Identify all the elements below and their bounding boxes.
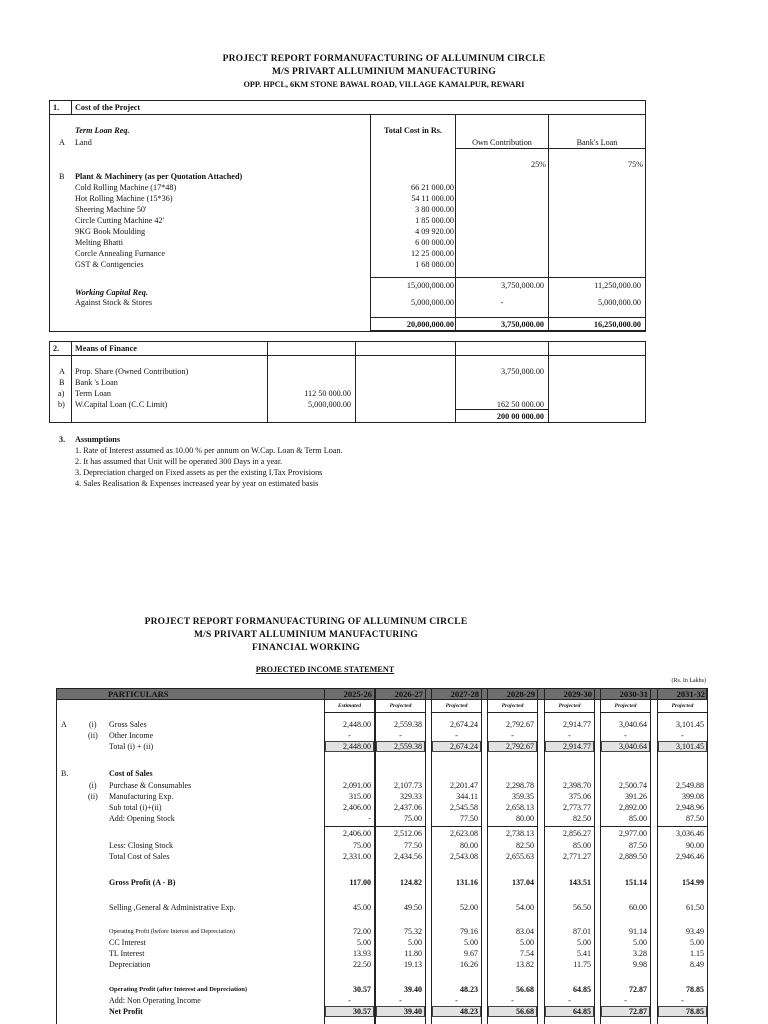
net-profit-label: Net Profit — [109, 1007, 143, 1016]
income-cell-net-profit: 78.85 — [686, 1006, 704, 1016]
income-cell-subtotal: 2,948.96 — [676, 803, 704, 812]
income-cell-op-before: 91.14 — [629, 927, 647, 936]
income-cell-dep: 13.82 — [516, 960, 534, 969]
machinery-item: Sheering Machine 50' — [75, 205, 147, 214]
year-type: Projected — [389, 703, 412, 709]
finance-row-b-label: Bank 's Loan — [75, 378, 118, 387]
income-cell-gross-profit: 151.14 — [625, 878, 647, 887]
grand-own: 3,750,000.00 — [501, 320, 544, 329]
year-header: 2029-30 — [563, 689, 592, 699]
report2-company-name: M/S PRIVART ALLUMINIUM MANUFACTURING — [193, 630, 419, 640]
income-cell-op-before: 83.04 — [516, 927, 534, 936]
assumption-item: 4. Sales Realisation & Expenses increased year by year on estimated basis — [75, 479, 319, 488]
assumptions-heading: Assumptions — [75, 435, 121, 444]
income-cell-op-before: 72.00 — [353, 927, 371, 936]
year-header: 2025-26 — [343, 689, 372, 699]
income-cell-net-profit: 56.68 — [516, 1006, 534, 1016]
income-cell-total-cost: 2,543.08 — [450, 852, 478, 861]
mfg-idx: (ii) — [88, 792, 98, 801]
income-cell-purchase: 2,549.88 — [676, 781, 704, 790]
gross-sales-idx: (i) — [89, 720, 97, 729]
machinery-amount: 12 25 000.00 — [411, 249, 454, 258]
income-cell-purchase: 2,500.74 — [619, 781, 647, 790]
income-cell-purchase: 2,398.70 — [563, 781, 591, 790]
income-cell-net-profit: 48.23 — [460, 1006, 478, 1016]
income-cell-tl: 1.15 — [690, 949, 704, 958]
income-cell-closing: 90.00 — [686, 841, 704, 850]
stock-total: 5,000,000.00 — [411, 298, 454, 307]
mfg-label: Manufacturing Exp. — [109, 792, 174, 801]
op-after-label: Operating Profit (after Interest and Depreciation) — [109, 986, 247, 993]
income-cell-op-after: 39.40 — [404, 985, 422, 994]
plant-machinery-heading: Plant & Machinery (as per Quotation Attached) — [75, 172, 243, 181]
subtotal-divider — [545, 826, 594, 827]
finance-row-ba-value: 112 50 000.00 — [304, 389, 351, 398]
income-cell-total-cost: 2,655.63 — [506, 852, 534, 861]
total-income-label: Total (i) + (ii) — [109, 742, 154, 751]
income-cell-sga: 49.50 — [404, 903, 422, 912]
income-cell-after-opening: 2,738.13 — [506, 829, 534, 838]
income-cell-after-opening: 3,036.46 — [676, 829, 704, 838]
means-of-finance-table — [49, 341, 646, 423]
year-header: 2026-27 — [394, 689, 423, 699]
income-cell-gross-sales: 2,559.38 — [394, 720, 422, 729]
machinery-item: Cold Rolling Machine (17*48) — [75, 183, 177, 192]
year-type: Projected — [558, 703, 581, 709]
machinery-item: GST & Contigencies — [75, 260, 144, 269]
section-a-letter: A — [61, 720, 67, 729]
year-type: Projected — [671, 703, 694, 709]
income-cell-dep: 11.75 — [573, 960, 591, 969]
income-cell-op-before: 79.16 — [460, 927, 478, 936]
machinery-item: 9KG Book Moulding — [75, 227, 146, 236]
income-cell-other-income: - — [511, 731, 514, 740]
income-cell-total-income: 3,101.45 — [676, 741, 704, 751]
other-income-idx: (ii) — [88, 731, 98, 740]
machinery-bank: 11,250,000.00 — [594, 281, 641, 290]
income-cell-closing: 80.00 — [460, 841, 478, 850]
assumption-item: 3. Depreciation charged on Fixed assets as per the existing I.Tax Provisions — [75, 468, 323, 477]
income-cell-dep: 8.49 — [690, 960, 704, 969]
machinery-item: Melting Bhatti — [75, 238, 123, 247]
land-label: Land — [75, 138, 92, 147]
income-cell-op-after: 30.57 — [353, 985, 371, 994]
income-cell-after-opening: 2,406.00 — [343, 829, 371, 838]
income-cell-other-income: - — [568, 731, 571, 740]
income-cell-non-op: - — [568, 996, 571, 1005]
non-op-label: Add: Non Operating Income — [109, 996, 201, 1005]
income-cell-mfg: 359.35 — [512, 792, 534, 801]
column-divider — [707, 688, 708, 1024]
col-bank-header: Bank's Loan — [576, 138, 618, 147]
income-cell-mfg: 391.26 — [625, 792, 647, 801]
income-cell-opening: 77.50 — [460, 814, 478, 823]
income-cell-non-op: - — [624, 996, 627, 1005]
income-cell-subtotal: 2,406.00 — [343, 803, 371, 812]
finance-row-bb-value: 5,000,000.00 — [308, 400, 351, 409]
income-cell-subtotal: 2,437.06 — [394, 803, 422, 812]
machinery-amount: 4 09 920.00 — [415, 227, 454, 236]
income-cell-op-after: 56.68 — [516, 985, 534, 994]
finance-row-bb-label: W.Capital Loan (C.C Limit) — [75, 400, 168, 409]
header-divider — [601, 712, 650, 713]
section-b-letter: B. — [61, 769, 69, 778]
units-label: (Rs. In Lakhs) — [671, 678, 706, 684]
total-cost-label: Total Cost of Sales — [109, 852, 170, 861]
income-cell-total-income: 2,674.24 — [450, 741, 478, 751]
income-cell-cc: 5.00 — [408, 938, 422, 947]
year-type: Projected — [501, 703, 524, 709]
income-cell-sga: 60.00 — [629, 903, 647, 912]
income-cell-op-after: 78.85 — [686, 985, 704, 994]
income-cell-purchase: 2,107.73 — [394, 781, 422, 790]
income-cell-cc: 5.00 — [520, 938, 534, 947]
income-cell-other-income: - — [681, 731, 684, 740]
op-before-label: Operating Profit (before Interest and Depreciation) — [109, 928, 235, 935]
finance-section-number: 2. — [53, 344, 60, 353]
year-type: Estimated — [338, 703, 361, 709]
column-divider — [537, 688, 538, 1024]
income-cell-opening: 87.50 — [686, 814, 704, 823]
income-cell-after-opening: 2,623.08 — [450, 829, 478, 838]
income-cell-gross-profit: 117.00 — [349, 878, 371, 887]
col-own-header: Own Contribution — [472, 138, 532, 147]
income-cell-total-income: 2,914.77 — [563, 741, 591, 751]
income-cell-purchase: 2,201.47 — [450, 781, 478, 790]
income-cell-tl: 9.67 — [464, 949, 478, 958]
income-cell-closing: 75.00 — [353, 841, 371, 850]
subtotal-divider — [488, 826, 537, 827]
income-cell-sga: 45.00 — [353, 903, 371, 912]
income-cell-tl: 5.41 — [577, 949, 591, 958]
machinery-list — [75, 182, 176, 270]
column-divider — [481, 688, 482, 1024]
stock-own: - — [500, 298, 504, 307]
sga-label: Selling ,General & Administrative Exp. — [109, 903, 236, 912]
assumptions-list — [75, 445, 343, 489]
year-header: 2031-32 — [676, 689, 705, 699]
tl-interest-label: TL Interest — [109, 949, 145, 958]
company-address: OPP. HPCL, 6KM STONE BAWAL ROAD, VILLAGE KAMALPUR, REWARI — [243, 80, 525, 89]
opening-stock-label: Add: Opening Stock — [109, 814, 175, 823]
subtotal-divider — [432, 826, 481, 827]
subtotal-divider — [601, 826, 650, 827]
finance-bank-total: 162 50 000.00 — [496, 400, 544, 409]
income-cell-op-before: 93.49 — [686, 927, 704, 936]
column-divider — [650, 688, 651, 1024]
assumptions-number: 3. — [59, 435, 66, 444]
income-cell-gross-sales: 3,101.45 — [676, 720, 704, 729]
income-cell-total-cost: 2,946.46 — [676, 852, 704, 861]
income-cell-closing: 87.50 — [629, 841, 647, 850]
term-loan-label: Term Loan Req. — [75, 126, 130, 135]
finance-row-b-letter: B — [59, 378, 65, 387]
income-cell-total-cost: 2,331.00 — [343, 852, 371, 861]
finance-row-a-value: 3,750,000.00 — [501, 367, 544, 376]
machinery-item: Hot Rolling Machine (15*36) — [75, 194, 173, 203]
income-cell-tl: 11.80 — [404, 949, 422, 958]
finance-row-a-letter: A — [59, 367, 65, 376]
particulars-header: PARTICULARS — [108, 689, 169, 699]
closing-stock-label: Less: Closing Stock — [109, 841, 174, 850]
income-cell-dep: 16.26 — [460, 960, 478, 969]
income-cell-after-opening: 2,856.27 — [563, 829, 591, 838]
finance-grand-total: 200 00 000.00 — [496, 412, 544, 421]
income-cell-dep: 19.13 — [404, 960, 422, 969]
purchase-label: Purchase & Consumables — [109, 781, 192, 790]
cost-of-sales-label: Cost of Sales — [109, 769, 153, 778]
income-cell-other-income: - — [455, 731, 458, 740]
report-title: PROJECT REPORT FORMANUFACTURING OF ALLUMINUM CIRCLE — [222, 54, 546, 64]
income-cell-total-cost: 2,889.50 — [619, 852, 647, 861]
machinery-amount: 1 85 000.00 — [415, 216, 454, 225]
company-name: M/S PRIVART ALLUMINIUM MANUFACTURING — [271, 67, 497, 77]
income-cell-purchase: 2,091.00 — [343, 781, 371, 790]
own-percent: 25% — [530, 160, 546, 169]
report2-financial-working: FINANCIAL WORKING — [251, 643, 360, 653]
income-cell-other-income: - — [624, 731, 627, 740]
finance-row-ba-letter: a) — [58, 389, 65, 398]
income-cell-net-profit: 64.85 — [573, 1006, 591, 1016]
gross-sales-label: Gross Sales — [109, 720, 147, 729]
income-cell-gross-sales: 3,040.64 — [619, 720, 647, 729]
table-left-border — [56, 688, 57, 1024]
income-cell-mfg: 315.00 — [349, 792, 371, 801]
income-cell-gross-sales: 2,914.77 — [563, 720, 591, 729]
income-cell-sga: 56.50 — [573, 903, 591, 912]
income-cell-sga: 52.00 — [460, 903, 478, 912]
subtotal-divider — [325, 826, 374, 827]
income-cell-cc: 5.00 — [690, 938, 704, 947]
income-cell-non-op: - — [348, 996, 351, 1005]
income-cell-after-opening: 2,977.00 — [619, 829, 647, 838]
income-cell-subtotal: 2,545.58 — [450, 803, 478, 812]
other-income-label: Other Income — [109, 731, 154, 740]
column-divider — [594, 688, 595, 1024]
income-cell-closing: 82.50 — [516, 841, 534, 850]
finance-row-ba-label: Term Loan — [75, 389, 112, 398]
income-cell-opening: - — [368, 814, 371, 823]
income-cell-purchase: 2,298.78 — [506, 781, 534, 790]
income-cell-total-income: 2,792.67 — [506, 741, 534, 751]
income-cell-other-income: - — [399, 731, 402, 740]
income-cell-op-after: 48.23 — [460, 985, 478, 994]
income-cell-gross-sales: 2,448.00 — [343, 720, 371, 729]
grand-total: 20,000,000.00 — [406, 320, 454, 329]
year-type: Projected — [445, 703, 468, 709]
income-cell-sga: 61.50 — [686, 903, 704, 912]
income-cell-subtotal: 2,658.13 — [506, 803, 534, 812]
stock-bank: 5,000,000.00 — [598, 298, 641, 307]
year-header: 2028-29 — [506, 689, 535, 699]
assumption-item: 1. Rate of Interest assumed as 10.00 % per annum on W.Cap. Loan & Term Loan. — [75, 446, 343, 455]
income-cell-sga: 54.00 — [516, 903, 534, 912]
income-cell-gross-sales: 2,674.24 — [450, 720, 478, 729]
income-cell-mfg: 399.08 — [682, 792, 704, 801]
year-header: 2027-28 — [450, 689, 479, 699]
income-cell-mfg: 329.33 — [400, 792, 422, 801]
col-total-header: Total Cost in Rs. — [384, 126, 442, 135]
income-cell-opening: 82.50 — [573, 814, 591, 823]
income-cell-non-op: - — [455, 996, 458, 1005]
year-header: 2030-31 — [619, 689, 648, 699]
income-cell-op-after: 72.87 — [629, 985, 647, 994]
income-cell-total-cost: 2,434.56 — [394, 852, 422, 861]
subtotal-divider — [658, 826, 707, 827]
machinery-amount: 66 21 000.00 — [411, 183, 454, 192]
income-cell-non-op: - — [511, 996, 514, 1005]
income-cell-non-op: - — [399, 996, 402, 1005]
income-cell-total-income: 2,448.00 — [343, 741, 371, 751]
income-cell-cc: 5.00 — [357, 938, 371, 947]
income-cell-dep: 9.98 — [633, 960, 647, 969]
year-type: Projected — [614, 703, 637, 709]
grand-bank: 16,250,000.00 — [593, 320, 641, 329]
income-cell-subtotal: 2,773.77 — [563, 803, 591, 812]
income-cell-tl: 7.54 — [520, 949, 534, 958]
header-divider — [658, 712, 707, 713]
machinery-amount: 3 80 000.00 — [415, 205, 454, 214]
income-cell-cc: 5.00 — [633, 938, 647, 947]
income-cell-opening: 80.00 — [516, 814, 534, 823]
income-cell-dep: 22.50 — [353, 960, 371, 969]
machinery-amounts — [372, 182, 454, 270]
income-cell-op-before: 75.32 — [404, 927, 422, 936]
finance-row-bb-letter: b) — [58, 400, 65, 409]
income-cell-subtotal: 2,892.00 — [619, 803, 647, 812]
income-cell-opening: 85.00 — [629, 814, 647, 823]
machinery-amount: 6 00 000.00 — [415, 238, 454, 247]
finance-row-a-label: Prop. Share (Owned Contribution) — [75, 367, 189, 376]
row-b-letter: B — [59, 172, 65, 181]
income-cell-gross-profit: 124.82 — [400, 878, 422, 887]
income-cell-total-income: 3,040.64 — [619, 741, 647, 751]
header-divider — [545, 712, 594, 713]
header-divider — [376, 712, 425, 713]
income-cell-opening: 75.00 — [404, 814, 422, 823]
income-cell-mfg: 344.11 — [456, 792, 478, 801]
finance-section-heading: Means of Finance — [75, 344, 137, 353]
gross-profit-label: Gross Profit (A - B) — [109, 878, 176, 887]
machinery-item: Corcle Annealing Furnance — [75, 249, 166, 258]
cost-section-heading: Cost of the Project — [75, 103, 141, 112]
income-cell-net-profit: 39.40 — [404, 1006, 422, 1016]
stock-label: Against Stock & Stores — [75, 298, 153, 307]
bank-percent: 75% — [627, 160, 643, 169]
purchase-idx: (i) — [89, 781, 97, 790]
cc-interest-label: CC Interest — [109, 938, 146, 947]
assumption-item: 2. It has assumed that Unit will be operated 300 Days in a year. — [75, 457, 283, 466]
machinery-amount: 54 11 000.00 — [411, 194, 454, 203]
income-cell-total-income: 2,559.38 — [394, 741, 422, 751]
subtotal-divider — [376, 826, 425, 827]
income-cell-closing: 77.50 — [404, 841, 422, 850]
income-cell-tl: 13.93 — [353, 949, 371, 958]
income-statement-subtitle: PROJECTED INCOME STATEMENT — [255, 665, 395, 674]
column-divider — [425, 688, 426, 1024]
header-divider — [488, 712, 537, 713]
cost-section-number: 1. — [53, 103, 60, 112]
income-cell-gross-profit: 137.04 — [512, 878, 534, 887]
income-cell-gross-profit: 154.99 — [682, 878, 704, 887]
income-cell-op-before: 87.01 — [573, 927, 591, 936]
income-cell-net-profit: 72.87 — [629, 1006, 647, 1016]
income-cell-closing: 85.00 — [573, 841, 591, 850]
header-divider — [325, 712, 374, 713]
report2-title: PROJECT REPORT FORMANUFACTURING OF ALLUMINUM CIRCLE — [144, 617, 468, 627]
income-cell-gross-profit: 143.51 — [569, 878, 591, 887]
machinery-total: 15,000,000.00 — [406, 281, 454, 290]
income-cell-tl: 3.28 — [633, 949, 647, 958]
income-cell-cc: 5.00 — [577, 938, 591, 947]
income-cell-mfg: 375.06 — [569, 792, 591, 801]
machinery-own: 3,750,000.00 — [501, 281, 544, 290]
income-cell-net-profit: 30.57 — [353, 1006, 371, 1016]
header-divider — [432, 712, 481, 713]
income-cell-gross-sales: 2,792.67 — [506, 720, 534, 729]
income-cell-after-opening: 2,512.06 — [394, 829, 422, 838]
income-cell-gross-profit: 131.16 — [456, 878, 478, 887]
income-cell-cc: 5.00 — [464, 938, 478, 947]
working-capital-label: Working Capital Req. — [75, 288, 148, 297]
income-cell-total-cost: 2,771.27 — [563, 852, 591, 861]
income-cell-non-op: - — [681, 996, 684, 1005]
income-cell-other-income: - — [348, 731, 351, 740]
machinery-item: Circle Cutting Machine 42' — [75, 216, 165, 225]
machinery-amount: 1 68 080.00 — [415, 260, 454, 269]
depreciation-label: Depreciation — [109, 960, 151, 969]
income-cell-op-after: 64.85 — [573, 985, 591, 994]
row-a-letter: A — [59, 138, 65, 147]
subtotal-label: Sub total (i)+(ii) — [109, 803, 162, 812]
